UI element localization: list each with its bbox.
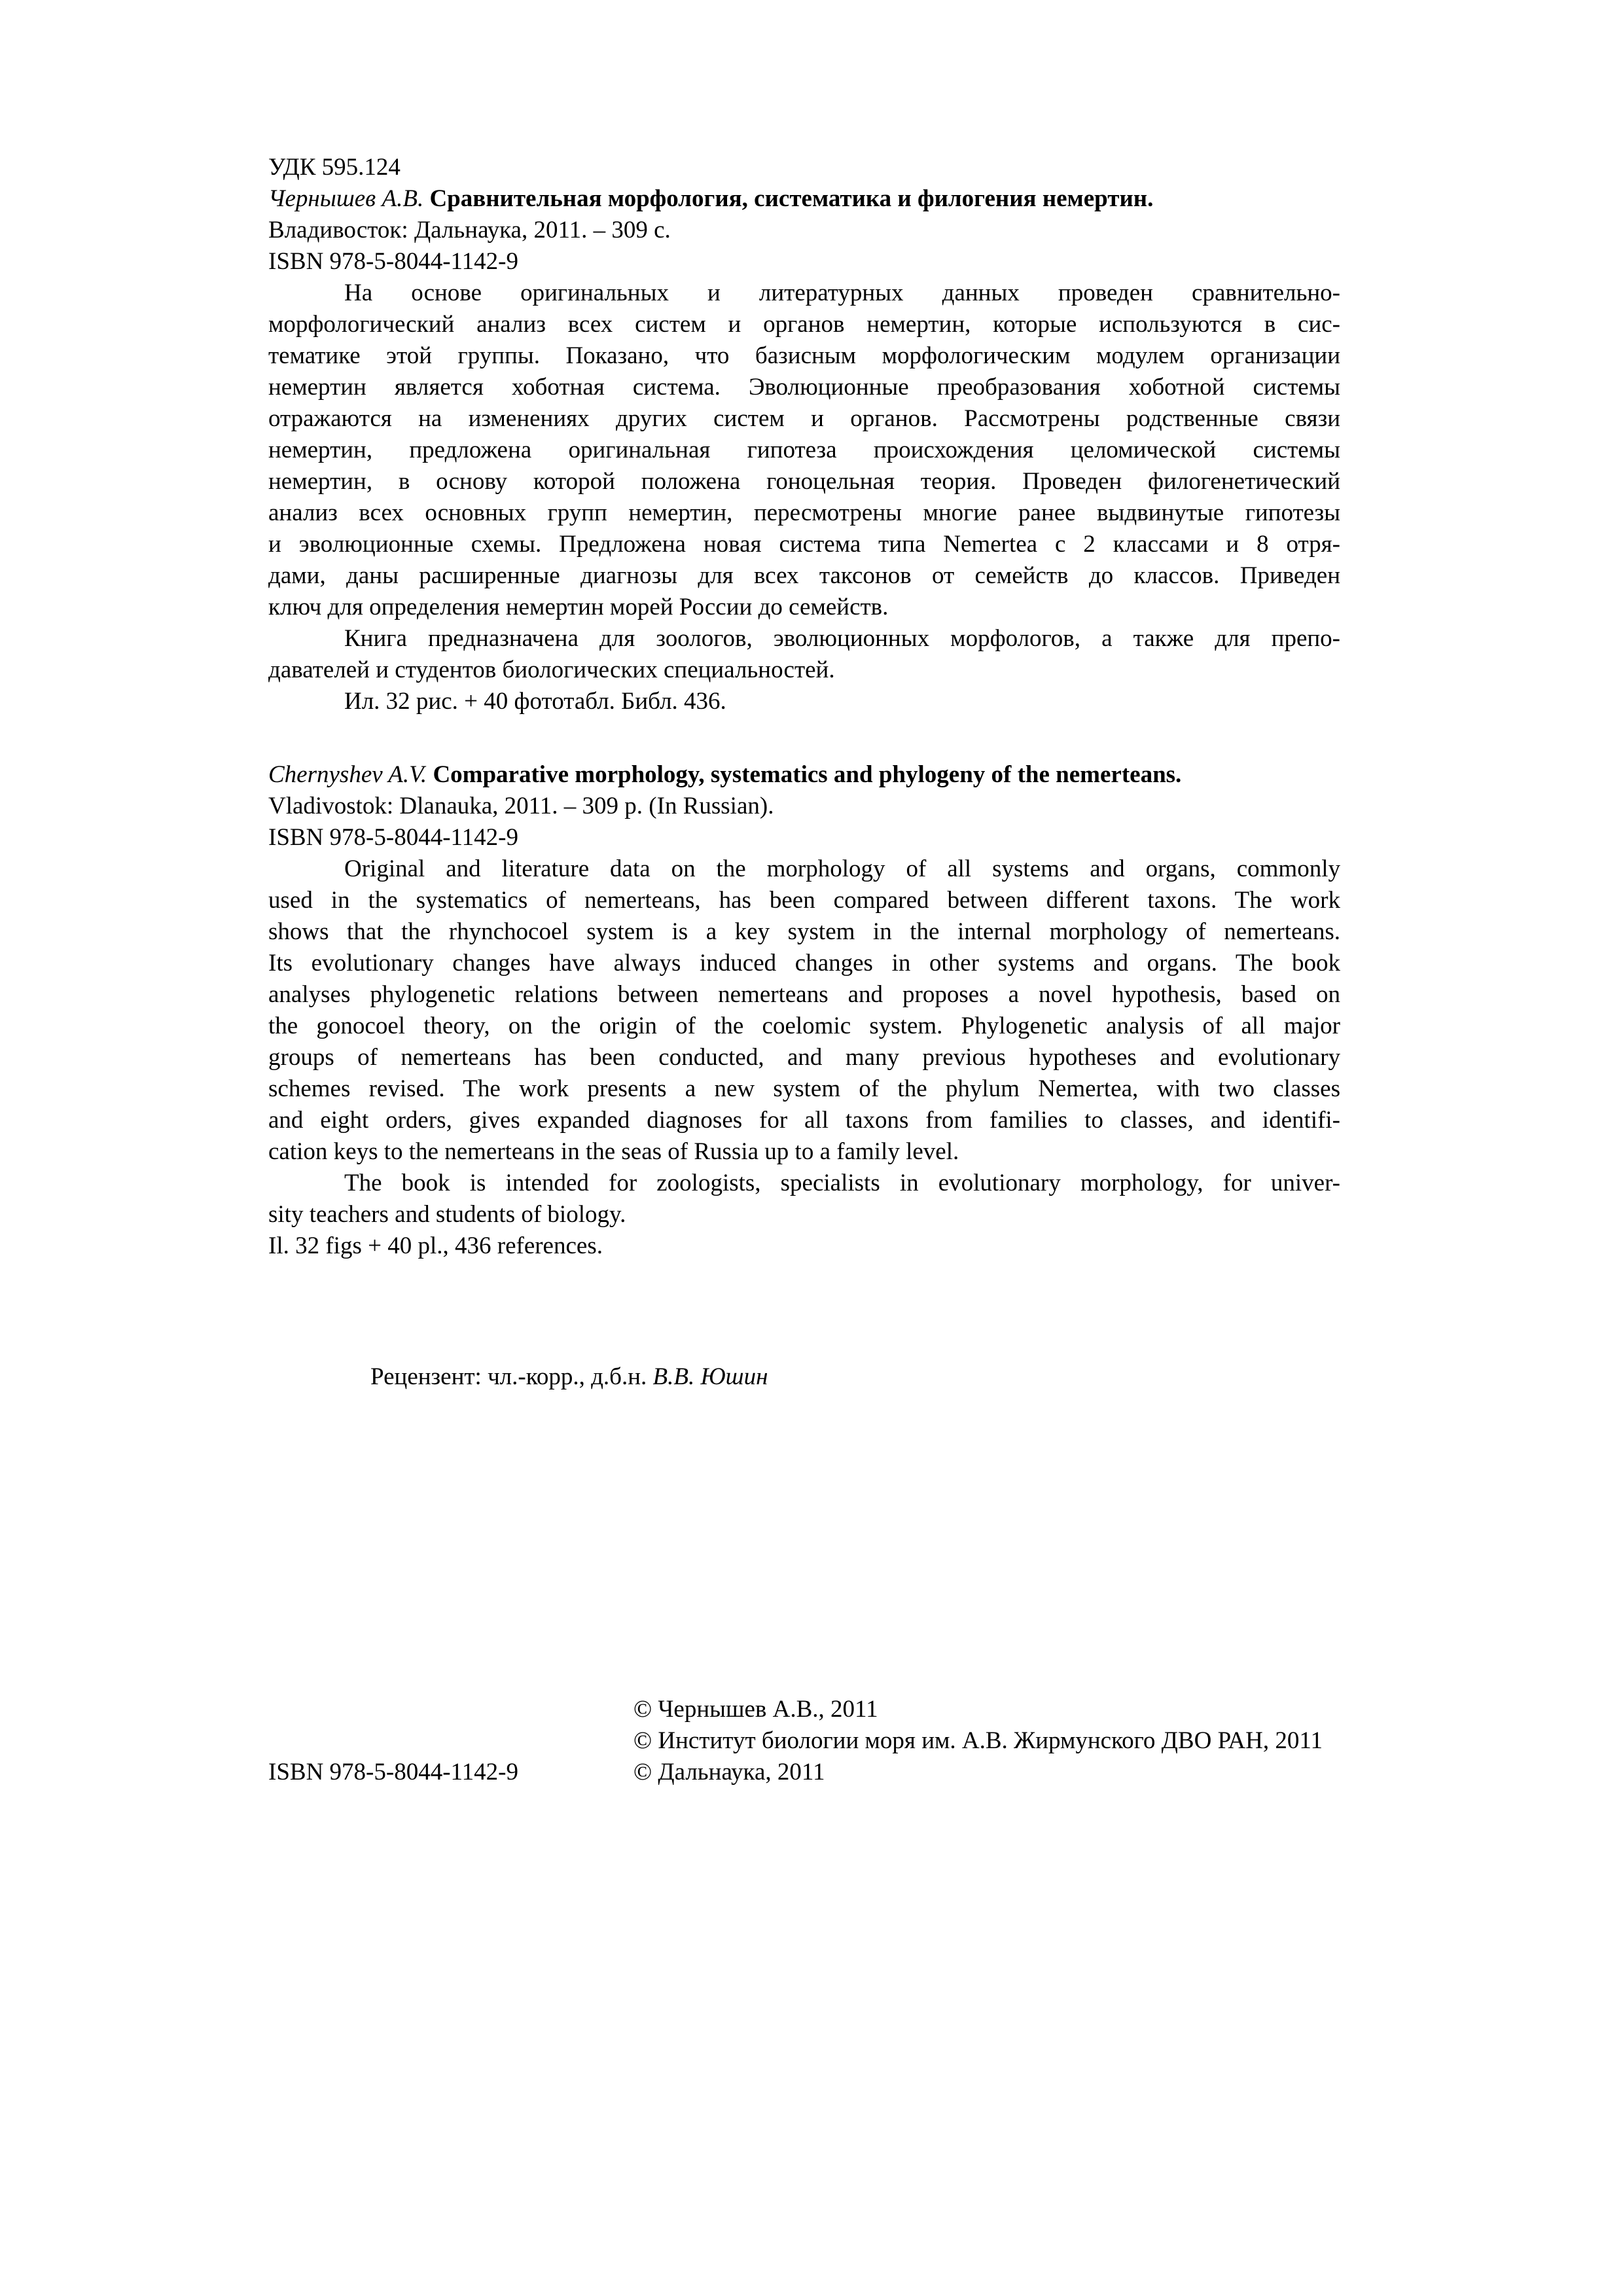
copyright-block [268, 1694, 1340, 1788]
text-line: тематике этой группы. Показано, что базисным морфологическим модулем организации [268, 342, 1340, 369]
text-line: немертин, в основу которой положена гоноцельная теория. Проведен филогенетический [268, 468, 1340, 495]
imprint-en: Vladivostok: Dlanauka, 2011. – 309 p. (In Russian). [268, 793, 774, 819]
text-line: немертин является хоботная система. Эволюционные преобразования хоботной системы [268, 374, 1340, 401]
isbn-ru: ISBN 978-5-8044-1142-9 [268, 248, 518, 275]
spacer [268, 717, 1340, 759]
english-citation [268, 759, 1340, 791]
text-line: © Дальнаука, 2011 [633, 1759, 825, 1785]
text-line: дами, даны расширенные диагнозы для всех таксонов от семейств до классов. Приведен [268, 562, 1340, 589]
text-line: schemes revised. The work presents a new system of the phylum Nemertea, with two classes [268, 1075, 1340, 1102]
reviewer-name: В.В. Юшин [652, 1363, 768, 1390]
text-line: the gonocoel theory, on the origin of the coelomic system. Phylogenetic analysis of all major [268, 1013, 1340, 1039]
text-line: cation keys to the nemerteans in the seas of Russia up to a family level. [268, 1138, 959, 1165]
reviewer-line [268, 1361, 1340, 1393]
text-line: © Институт биологии моря им. А.В. Жирмунского ДВО РАН, 2011 [633, 1727, 1323, 1754]
text-line: ключ для определения немертин морей России до семейств. [268, 594, 889, 620]
text-line: Книга предназначена для зоологов, эволюционных морфологов, а также для препо- [344, 625, 1340, 652]
spacer [268, 1262, 1340, 1361]
russian-abstract [268, 278, 1340, 717]
udc-number: УДК 595.124 [268, 154, 401, 181]
text-line: and eight orders, gives expanded diagnoses for all taxons from families to classes, and identifi- [268, 1107, 1340, 1134]
text-line: и эволюционные схемы. Предложена новая система типа Nemertea с 2 классами и 8 отря- [268, 531, 1340, 558]
english-abstract [268, 853, 1340, 1262]
author-name-ru: Чернышев А.В. [268, 185, 424, 212]
russian-citation-block [268, 152, 1340, 278]
text-line: На основе оригинальных и литературных данных проведен сравнительно- [344, 279, 1340, 306]
text-line: The book is intended for zoologists, specialists in evolutionary morphology, for univer- [344, 1170, 1340, 1196]
text-line: used in the systematics of nemerteans, has been compared between different taxons. The work [268, 887, 1340, 914]
text-line: analyses phylogenetic relations between nemerteans and proposes a novel hypothesis, based on [268, 981, 1340, 1008]
book-title-en: Comparative morphology, systematics and phylogeny of the nemerteans. [433, 761, 1182, 788]
text-line: Original and literature data on the morphology of all systems and organs, commonly [344, 855, 1340, 882]
imprint-ru: Владивосток: Дальнаука, 2011. – 309 с. [268, 217, 671, 243]
russian-citation [268, 183, 1340, 215]
english-citation-block [268, 759, 1340, 853]
text-line: морфологический анализ всех систем и органов немертин, которые используются в сис- [268, 311, 1340, 338]
text-line: © Чернышев А.В., 2011 [633, 1696, 878, 1723]
text-line: Il. 32 figs + 40 pl., 436 references. [268, 1232, 603, 1259]
author-name-en: Chernyshev A.V. [268, 761, 427, 788]
text-line: анализ всех основных групп немертин, пересмотрены многие ранее выдвинутые гипотезы [268, 499, 1340, 526]
text-line: немертин, предложена оригинальная гипотеза происхождения целомической системы [268, 437, 1340, 463]
text-line: отражаются на изменениях других систем и органов. Рассмотрены родственные связи [268, 405, 1340, 432]
text-block [268, 152, 1340, 1788]
spacer [268, 1393, 1340, 1694]
book-title-ru: Сравнительная морфология, систематика и филогения немертин. [429, 185, 1154, 212]
text-line: shows that the rhynchocoel system is a key system in the internal morphology of nemerteans. [268, 918, 1340, 945]
copyright-lines [633, 1694, 1340, 1788]
isbn-en: ISBN 978-5-8044-1142-9 [268, 824, 518, 851]
text-line: Its evolutionary changes have always induced changes in other systems and organs. The book [268, 950, 1340, 977]
text-line: groups of nemerteans has been conducted, and many previous hypotheses and evolutionary [268, 1044, 1340, 1071]
text-line: давателей и студентов биологических специальностей. [268, 656, 835, 683]
text-line: sity teachers and students of biology. [268, 1201, 626, 1228]
isbn-bottom: ISBN 978-5-8044-1142-9 [268, 1759, 518, 1785]
reviewer-label: Рецензент: чл.-корр., д.б.н. [370, 1363, 647, 1390]
text-line: Ил. 32 рис. + 40 фототабл. Библ. 436. [344, 688, 726, 715]
